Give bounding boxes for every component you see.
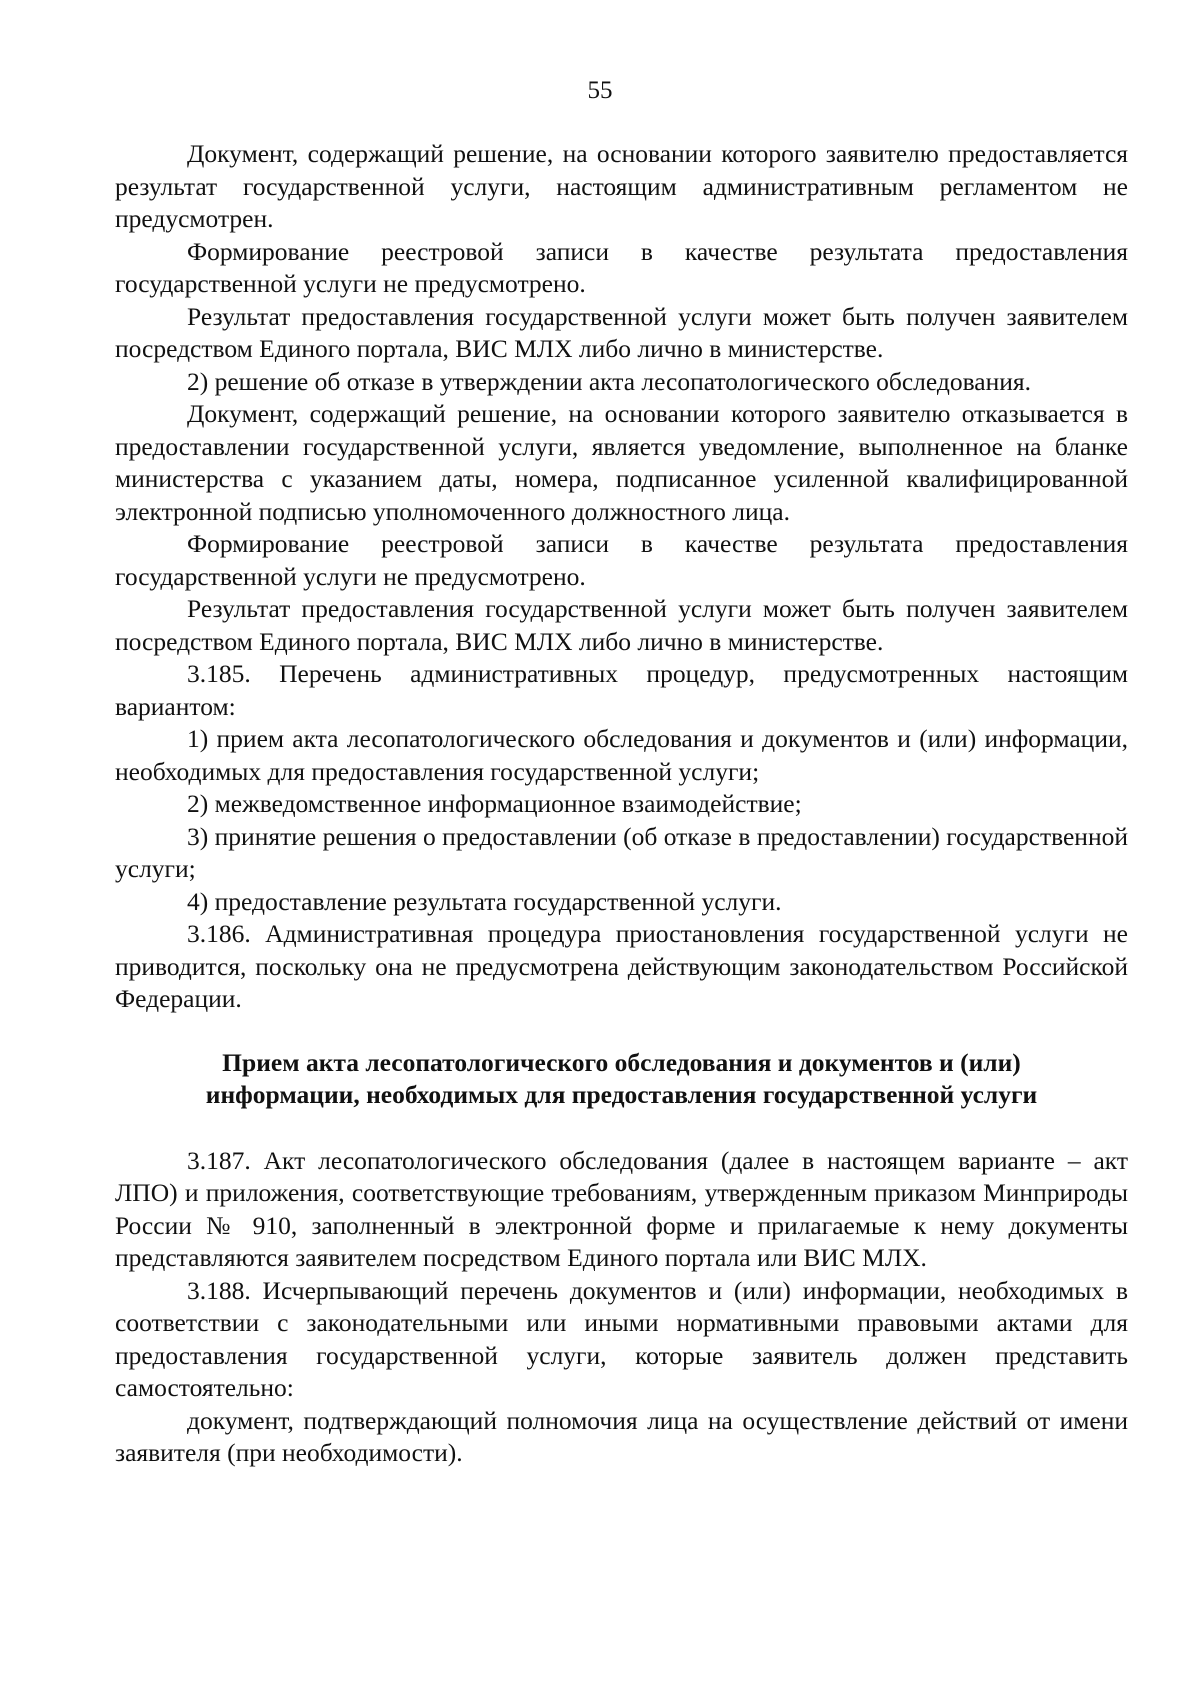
document-body [115, 138, 1128, 1470]
paragraph-registry-record-2: Формирование реестровой записи в качестве результата предоставления государственной услуги не предусмотрено. [115, 529, 1128, 591]
section-heading-line-2: информации, необходимых для предоставления государственной услуги [205, 1080, 1038, 1109]
paragraph-3-185: 3.185. Перечень административных процедур, предусмотренных настоящим вариантом: [115, 659, 1128, 721]
list-item-4: 4) предоставление результата государственной услуги. [187, 886, 782, 916]
paragraph-result-receipt-2: Результат предоставления государственной услуги может быть получен заявителем посредством Единого портала, ВИС МЛХ либо лично в министерстве. [115, 594, 1128, 656]
paragraph-result-document-not-provided: Документ, содержащий решение, на основании которого заявителю предоставляется результат государственной услуги, настоящим административным регламентом не предусмотрен. [115, 139, 1128, 233]
paragraph-3-186: 3.186. Административная процедура приостановления государственной услуги не приводится, поскольку она не предусмотрена действующим законодательством Российской Федерации. [115, 919, 1128, 1013]
list-item-3: 3) принятие решения о предоставлении (об отказе в предоставлении) государственной услуги; [115, 821, 1128, 883]
list-item-1: 1) прием акта лесопатологического обследования и документов и (или) информации, необходимых для предоставления государственной услуги; [115, 724, 1128, 786]
section-heading [115, 1047, 1128, 1112]
list-item-2: 2) межведомственное информационное взаимодействие; [187, 789, 802, 818]
paragraph-registry-record-1: Формирование реестровой записи в качестве результата предоставления государственной услуги не предусмотрено. [115, 236, 1128, 298]
paragraph-3-188: 3.188. Исчерпывающий перечень документов и (или) информации, необходимых в соответствии с законодательными или иными нормативными правовыми актами для предоставления государственной услуги, которые заявитель должен представить самостоятельно: [115, 1275, 1128, 1402]
paragraph-refusal-document: Документ, содержащий решение, на основании которого заявителю отказывается в предоставлении государственной услуги, является уведомление, выполненное на бланке министерства с указанием даты, номера, подписанное усиленной квалифицированной электронной подписью уполномоченного должностного лица. [115, 399, 1128, 526]
page-number: 55 [587, 77, 613, 104]
section-heading-line-1: Прием акта лесопатологического обследования и документов и (или) [222, 1047, 1021, 1077]
paragraph-result-receipt-1: Результат предоставления государственной услуги может быть получен заявителем посредством Единого портала, ВИС МЛХ либо лично в министерстве. [115, 301, 1128, 363]
paragraph-refusal-decision: 2) решение об отказе в утверждении акта лесопатологического обследования. [187, 366, 1032, 396]
paragraph-authority-document: документ, подтверждающий полномочия лица на осуществление действий от имени заявителя (при необходимости). [115, 1405, 1128, 1467]
paragraph-3-187: 3.187. Акт лесопатологического обследования (далее в настоящем варианте – акт ЛПО) и приложения, соответствующие требованиям, утвержденным приказом Минприроды России № 910, заполненный в электронной форме и прилагаемые к нему документы представляются заявителем посредством Единого портала или ВИС МЛХ. [115, 1145, 1128, 1272]
